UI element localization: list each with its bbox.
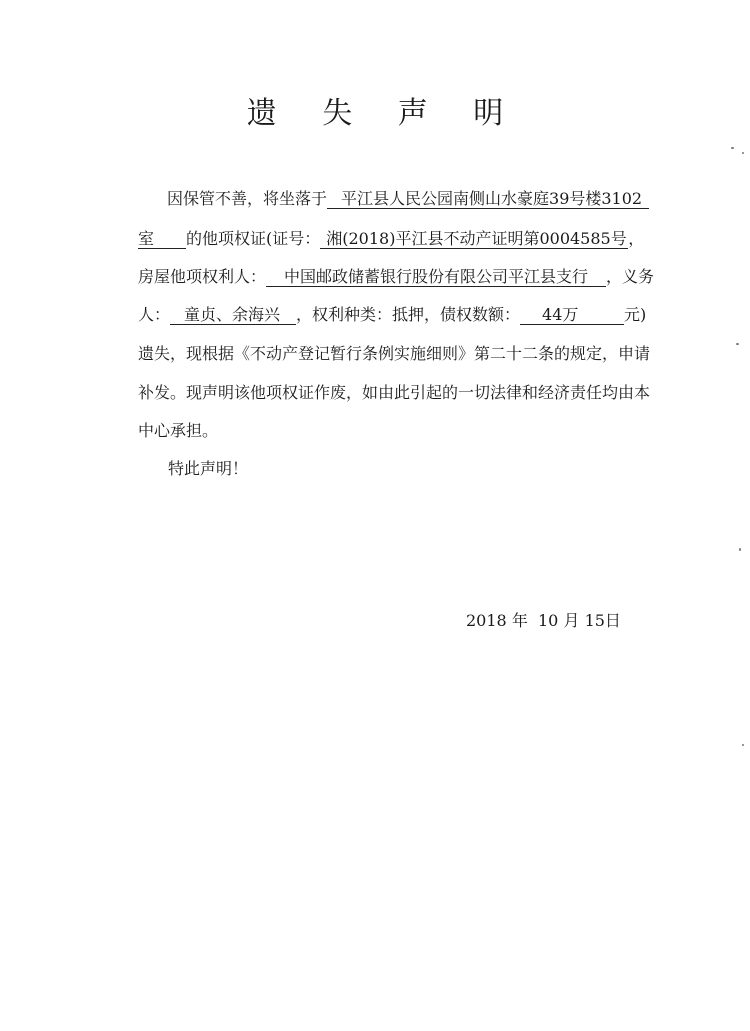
room-unit — [138, 229, 186, 249]
certificate-number — [320, 229, 628, 249]
date-year: 2018 — [466, 611, 507, 630]
date-year-unit: 年 — [511, 611, 528, 630]
obligor-text: 童贞、余海兴 — [184, 305, 281, 324]
date-month-unit: 月 — [563, 611, 580, 630]
line-4-end: 元) — [624, 305, 647, 324]
para-line-2 — [138, 228, 644, 250]
property-address — [327, 189, 649, 209]
holder-label: 房屋他项权利人： — [138, 267, 267, 286]
document-title: 遗 失 声 明 — [246, 96, 522, 131]
room-unit-text: 室 — [138, 229, 155, 248]
rights-holder-text: 中国邮政储蓄银行股份有限公司平江县支行 — [284, 267, 589, 286]
scan-speck — [731, 147, 734, 149]
declaration-date — [466, 608, 621, 631]
scan-speck — [742, 152, 744, 154]
intro-text: 因保管不善，将坐落于 — [167, 189, 328, 208]
property-address-text: 平江县人民公园南侧山水豪庭39号楼3102 — [341, 189, 643, 208]
para-line-5: 遗失，现根据《不动产登记暂行条例实施细则》第二十二条的规定，申请 — [138, 344, 651, 363]
scan-speck — [742, 744, 744, 746]
debt-amount-text: 44万 — [542, 305, 579, 324]
certificate-label: 的他项权证(证号： — [186, 229, 321, 248]
rights-type-label: ，权利种类：抵押，债权数额： — [296, 305, 521, 324]
para-line-3 — [138, 266, 654, 288]
scan-speck — [736, 343, 739, 345]
para-line-1 — [167, 188, 649, 210]
line-3-end: ，义务 — [606, 267, 655, 286]
para-line-7: 中心承担。 — [138, 421, 219, 440]
para-line-6: 补发。现声明该他项权证作废，如由此引起的一切法律和经济责任均由本 — [138, 383, 651, 402]
rights-holder — [266, 267, 606, 287]
closing-statement: 特此声明！ — [168, 459, 249, 478]
date-day-unit: 日 — [604, 611, 621, 630]
date-day: 15 — [584, 611, 605, 630]
line-2-end: ， — [628, 229, 645, 248]
para-line-4 — [138, 304, 646, 326]
certificate-number-text: 湘(2018)平江县不动产证明第0004585号 — [326, 229, 627, 248]
scan-speck — [739, 548, 741, 551]
date-month: 10 — [538, 611, 559, 630]
obligor — [170, 305, 296, 325]
debt-amount — [520, 305, 624, 325]
obligor-label: 人： — [138, 305, 171, 324]
